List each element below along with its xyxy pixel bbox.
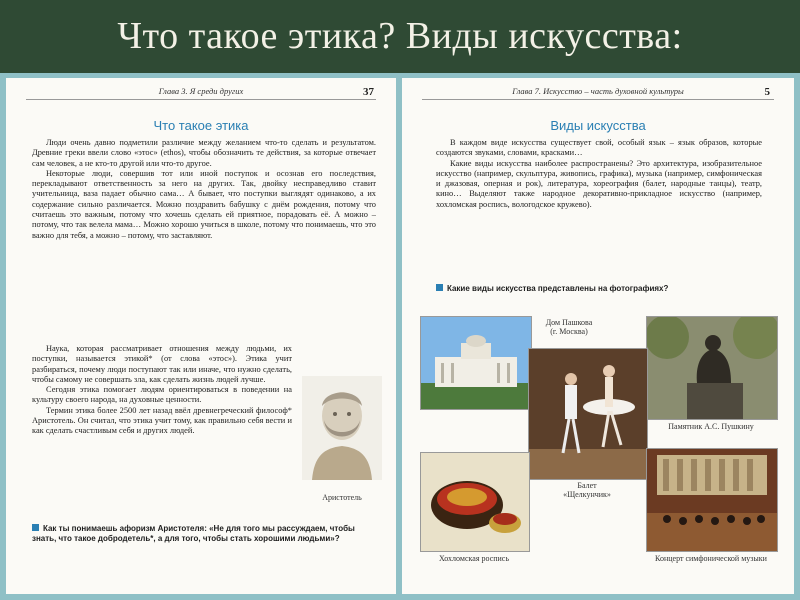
- slide-title: Что такое этика? Виды искусства:: [117, 15, 683, 57]
- left-running-head: Глава 3. Я среди других: [158, 86, 244, 96]
- pushkin-caption: Памятник А.С. Пушкину: [668, 422, 754, 431]
- right-body: [436, 138, 762, 210]
- question-bullet-icon: [436, 284, 443, 291]
- pashkov-caption: Дом Пашкова (г. Москва): [545, 318, 593, 336]
- left-paragraph: Термин этика более 2500 лет назад ввёл древнегреческий философ* Аристотель. Он считал, что этика учит тому, как правильно себя вести и как сделать счастливым себя и других людей.: [32, 405, 292, 436]
- khokhloma-photo: [420, 452, 530, 552]
- right-paragraph: Какие виды искусства наиболее распространены? Это архитектура, изобразительное искусство (например, скульптура, живопись, графика), музыка (например, симфоническая и джазовая, оперная и рок), литература, хореография (балет, народные танцы), театр, кино… Выделяют также народное декоративно-прикладное искусство (например, хохломская роспись, вологодское кружево).: [436, 158, 762, 209]
- left-header-rule: [26, 99, 376, 100]
- right-page: [402, 78, 794, 594]
- pushkin-monument-photo: [646, 316, 778, 420]
- right-question: [436, 284, 762, 294]
- khokhloma-caption: Хохломская роспись: [438, 554, 510, 563]
- right-question-text: Какие виды искусства представлены на фотографиях?: [447, 284, 669, 293]
- left-page: [6, 78, 396, 594]
- right-running-head: Глава 7. Искусство – часть духовной культуры: [512, 86, 684, 96]
- concert-caption: Концерт симфонической музыки: [655, 554, 767, 563]
- left-paragraph: Сегодня этика помогает людям ориентироваться в поведении на культуру своего народа, на духовные ценности.: [32, 385, 292, 405]
- left-paragraph: Люди очень давно подметили различие между желанием что-то сделать и результатом. Древние греки ввели слово «этос» (ethos), чтобы обозначить те действия, за которые отвечает сам человек, а не кто-то другой или что-то другое.: [32, 138, 376, 168]
- right-page-number: 5: [764, 86, 770, 98]
- left-paragraph: Некоторые люди, совершив тот или иной поступок и осознав его последствия, перекладывают ответственность за него на других. Так, двойку несправедливо ставит учительница, ваза падает обычно сама… А бывает, что поступки выглядят одинаково, а их содержание сильно различается. Можно поздравить бабушку с днём рождения, потому что считаешь это важным, потому что хочешь сделать ей приятное, порадовать её. А можно – потому, что так велела мама… Можно хорошо учиться в школе, потому что понимаешь, что это важно для тебя, а можно – потому, что заставляют.: [32, 168, 376, 240]
- symphony-concert-photo: [646, 448, 778, 552]
- left-question: [32, 524, 378, 544]
- left-page-number: 37: [363, 86, 374, 98]
- aristotle-bust-image: [302, 376, 382, 480]
- pashkov-house-photo: [420, 316, 532, 410]
- right-section-title: Виды искусства: [550, 118, 646, 133]
- left-paragraph: Наука, которая рассматривает отношения между людьми, их поступки, называется этикой* (от слова «этос»). Этика учит разбираться, почему люди поступают так или иначе, что нужно сделать, чтобы самому не совершать зла, как сделать жизнь людей лучше.: [32, 344, 292, 384]
- left-body-bottom: [32, 344, 292, 534]
- aristotle-caption: Аристотель: [322, 493, 362, 502]
- ballet-caption: Балет «Щелкунчик»: [563, 481, 611, 499]
- right-paragraph: В каждом виде искусства существует свой, особый язык – язык образов, которые создаются звуками, словами, красками…: [436, 138, 762, 158]
- right-header-rule: [422, 99, 774, 100]
- left-section-title: Что такое этика: [153, 118, 249, 133]
- ballet-photo: [528, 348, 648, 480]
- left-question-text: Как ты понимаешь афоризм Аристотеля: «Не для того мы рассуждаем, чтобы знать, что такое добродетель*, а для того, чтобы стать хорошими людьми»?: [32, 524, 355, 543]
- question-bullet-icon: [32, 524, 39, 531]
